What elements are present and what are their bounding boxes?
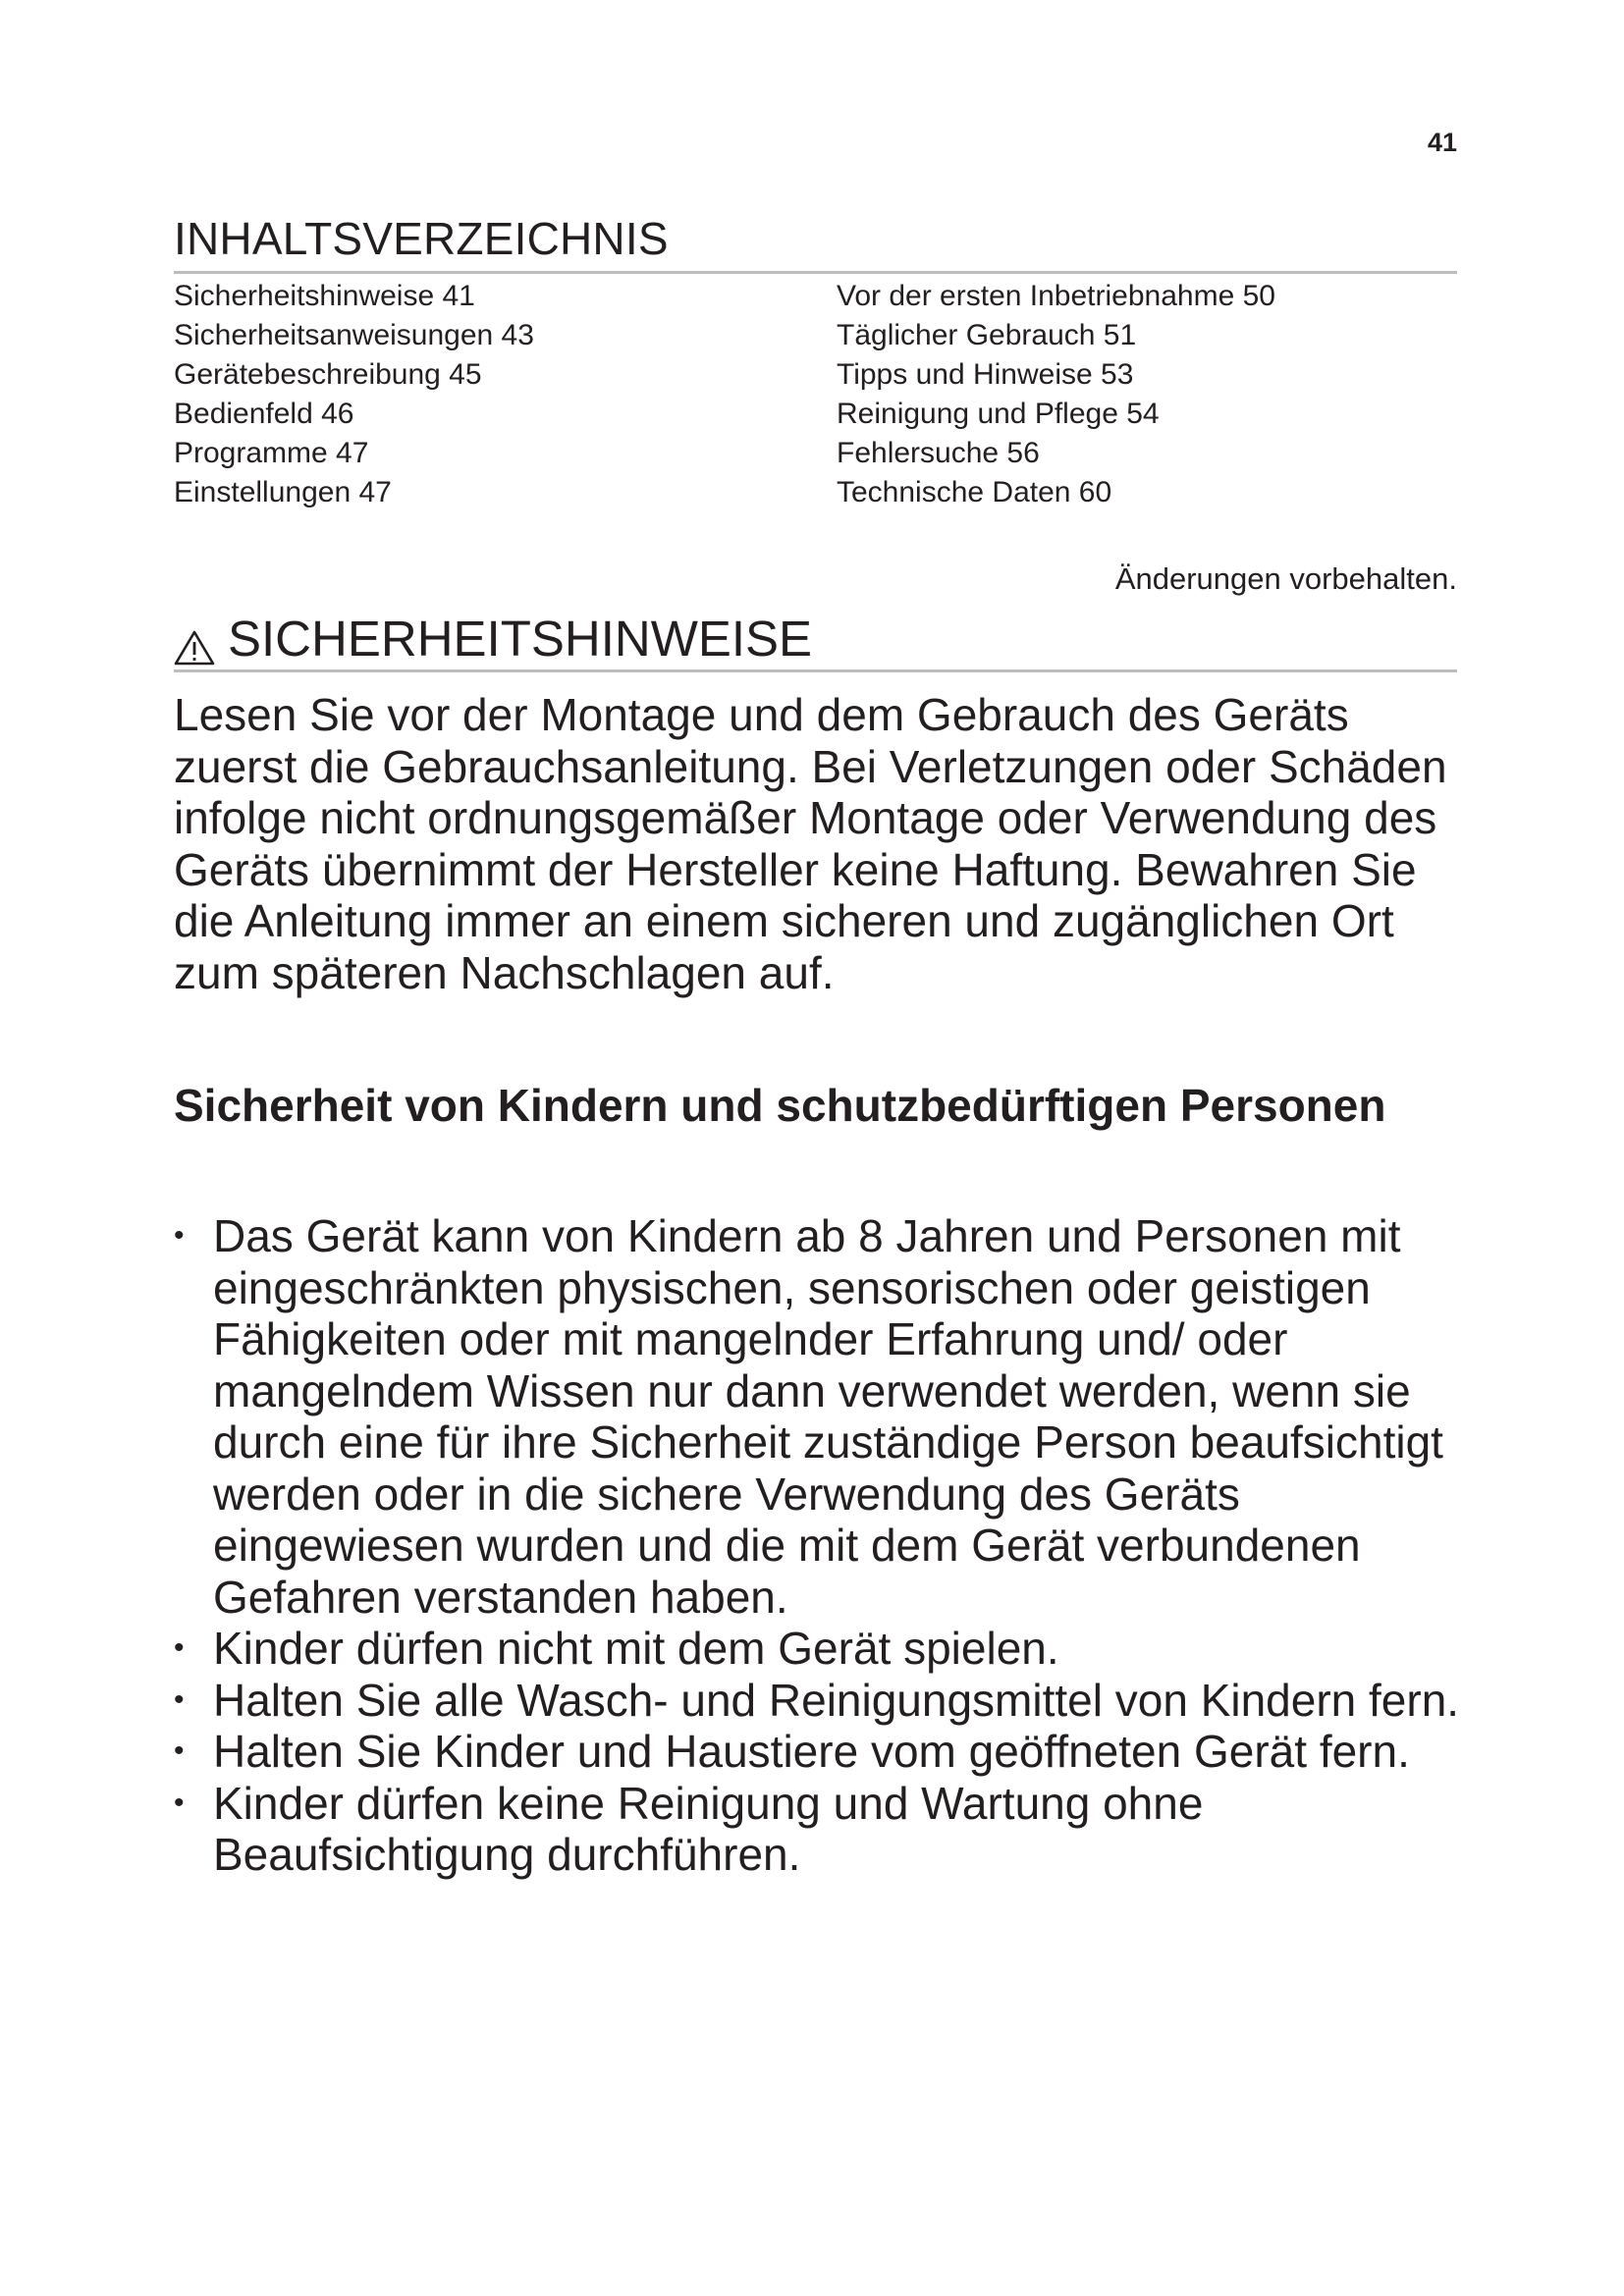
list-item-text: Kinder dürfen keine Reinigung und Wartung ohne Beaufsichtigung durchführen. [213,1777,1204,1880]
bullet-marker: • [174,1682,185,1716]
list-item-text: Halten Sie alle Wasch- und Reinigungsmittel von Kindern fern. [213,1674,1460,1726]
toc-divider [174,271,1457,274]
toc-entry[interactable]: Tipps und Hinweise 53 [837,358,1134,391]
bullet-marker: • [174,1219,185,1252]
toc-title: INHALTSVERZEICHNIS [174,213,669,264]
toc-entry[interactable]: Reinigung und Pflege 54 [837,398,1160,430]
children-safety-list [174,1210,1460,1881]
toc-entry[interactable]: Gerätebeschreibung 45 [174,358,482,391]
toc-entry[interactable]: Technische Daten 60 [837,476,1112,508]
toc-entry[interactable]: Programme 47 [174,437,369,469]
safety-divider [174,669,1457,672]
list-item-text: Kinder dürfen nicht mit dem Gerät spielen. [213,1623,1059,1674]
toc-right-column [837,277,1275,512]
warning-triangle-icon [174,620,215,658]
safety-intro-paragraph: Lesen Sie vor der Montage und dem Gebrauch des Geräts zuerst die Gebrauchsanleitung. Bei Verletzungen oder Schäden infolge nicht ordnungsgemäßer Montage oder Verwendung des Geräts übernimmt der Hersteller keine Haftung. Bewahren Sie die Anleitung immer an einem sicheren und zugänglichen Ort zum späteren Nachschlagen auf. [174,689,1447,998]
list-item [174,1726,1460,1778]
list-item [174,1675,1460,1727]
toc-left-column [174,277,534,512]
bullet-marker: • [174,1631,185,1664]
page-number: 41 [1427,128,1457,157]
list-item [174,1623,1460,1675]
toc-entry[interactable]: Täglicher Gebrauch 51 [837,319,1137,351]
list-item-text: Das Gerät kann von Kindern ab 8 Jahren und Personen mit eingeschränkten physischen, sensorischen oder geistigen Fähigkeiten oder mit mangelnder Erfahrung und/ oder mangelndem Wissen nur dann verwendet werden, wenn sie durch eine für ihre Sicherheit zuständige Person beaufsichtigt werden oder in die sichere Verwendung des Geräts eingewiesen wurden und die mit dem Gerät verbundenen Gefahren verstanden haben. [213,1210,1443,1623]
toc-entry[interactable]: Vor der ersten Inbetriebnahme 50 [837,280,1275,312]
toc-entry[interactable]: Fehlersuche 56 [837,437,1040,469]
bullet-marker: • [174,1735,185,1767]
toc-entry[interactable]: Bedienfeld 46 [174,398,354,430]
list-item [174,1778,1460,1881]
toc-entry[interactable]: Einstellungen 47 [174,476,392,508]
section-title-text: SICHERHEITSHINWEISE [228,611,813,667]
list-item [174,1210,1460,1623]
list-item-text: Halten Sie Kinder und Haustiere vom geöffneten Gerät fern. [213,1726,1410,1777]
toc-entry[interactable]: Sicherheitshinweise 41 [174,280,475,312]
section-title-safety [174,610,812,667]
children-safety-heading: Sicherheit von Kindern und schutzbedürftigen Personen [174,1080,1386,1131]
bullet-marker: • [174,1786,185,1819]
toc-entry[interactable]: Sicherheitsanweisungen 43 [174,319,534,351]
changes-reserved-note: Änderungen vorbehalten. [1114,561,1457,596]
